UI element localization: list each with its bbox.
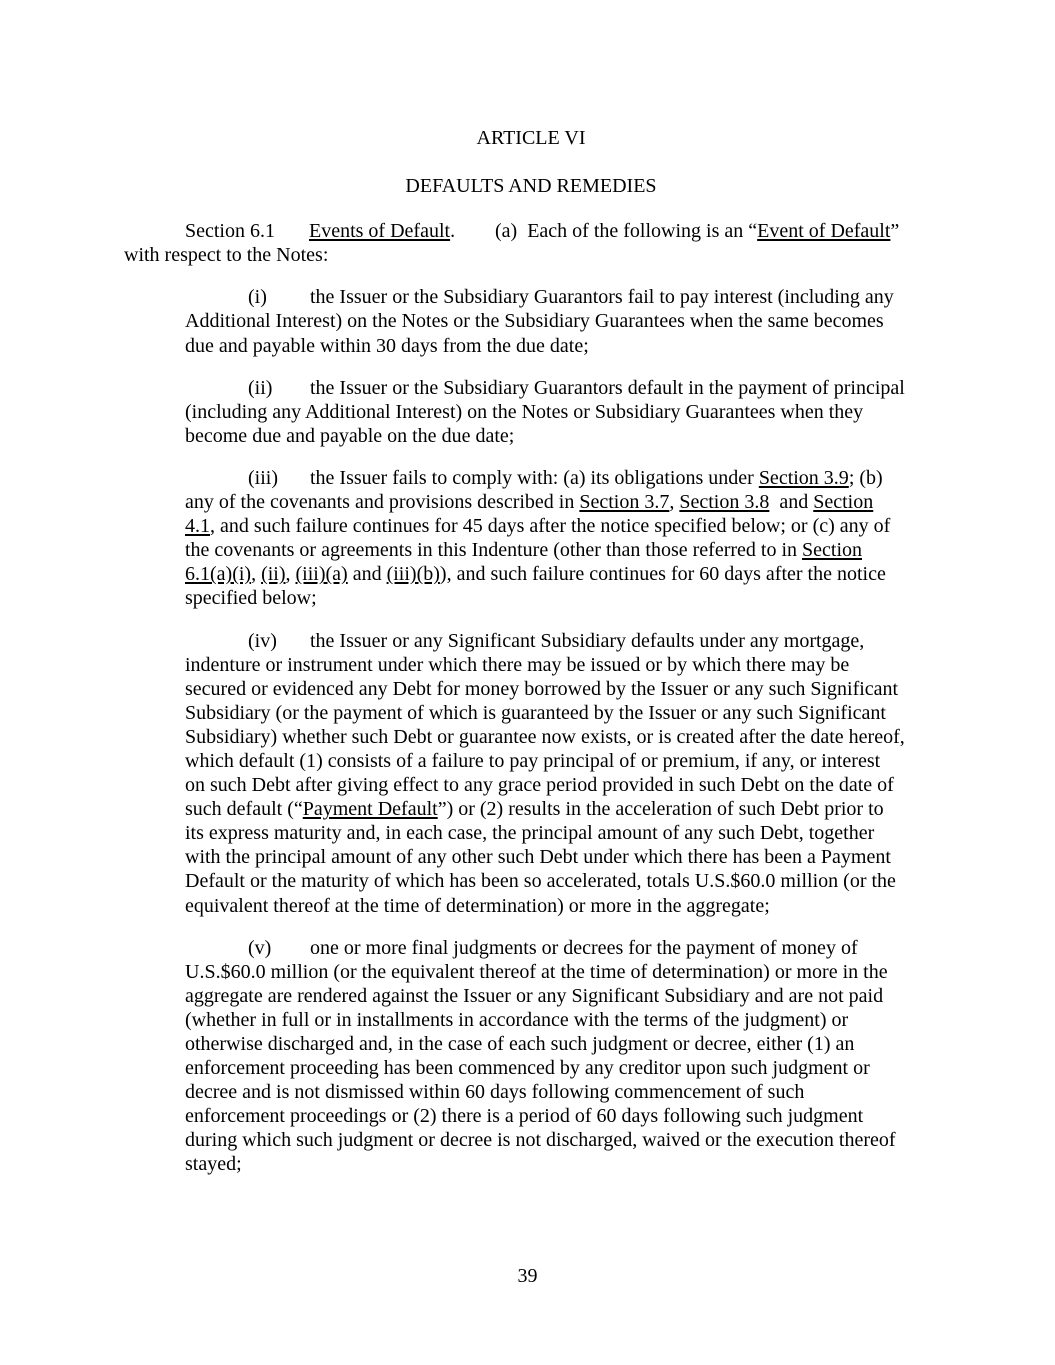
text-run: due and payable within 30 days from the due date;	[185, 334, 589, 357]
underlined-text-run: Payment Default	[302, 798, 438, 821]
text-line	[124, 797, 938, 821]
underlined-text-run: Event of Default	[757, 220, 891, 243]
text-line	[124, 821, 938, 845]
text-run: Additional Interest) on the Notes or the Subsidiary Guarantees when the same becomes	[185, 310, 884, 333]
text-run: enforcement proceeding has been commenced by any creditor upon such judgment or	[185, 1057, 870, 1080]
text-line	[124, 376, 938, 400]
text-line	[124, 677, 938, 701]
text-run: Default or the maturity of which has been so accelerated, totals U.S.$60.0 million (or the	[185, 870, 896, 893]
text-run: , and such failure continues for 45 days after the notice specified below; or (c) any of	[210, 515, 891, 538]
text-line	[124, 936, 938, 960]
event-of-default-item-iii	[124, 466, 938, 611]
underlined-text-run: Events of Default	[309, 220, 451, 243]
text-line	[124, 514, 938, 538]
text-run: decree and is not dismissed within 60 days following commencement of such	[185, 1081, 805, 1104]
underlined-text-run: (iii)(b)	[386, 563, 440, 586]
text-line	[124, 960, 938, 984]
text-run: with respect to the Notes:	[124, 244, 329, 267]
text-run: such default (“	[185, 798, 303, 821]
text-line	[124, 1056, 938, 1080]
text-run: secured or evidenced any Debt for money borrowed by the Issuer or any such Significant	[185, 677, 899, 700]
document-body	[124, 126, 938, 1177]
underlined-text-run: Section	[802, 539, 863, 562]
text-line	[124, 1080, 938, 1104]
text-line	[124, 725, 938, 749]
underlined-text-run: 6.1(a)(i)	[185, 563, 252, 586]
text-line	[124, 1032, 938, 1056]
text-line	[124, 894, 938, 918]
article-subheading: DEFAULTS AND REMEDIES	[405, 175, 657, 198]
text-run: aggregate are rendered against the Issuer or any Significant Subsidiary and are not paid	[185, 984, 884, 1007]
event-of-default-item-ii	[124, 376, 938, 448]
text-line	[124, 1152, 938, 1176]
text-run: otherwise discharged and, in the case of each such judgment or decree, either (1) an	[185, 1033, 855, 1055]
text-run: with the principal amount of any other such Debt under which there has been a Payment	[185, 846, 891, 869]
text-line	[124, 845, 938, 869]
event-of-default-item-i	[124, 285, 938, 357]
text-line	[124, 334, 938, 358]
text-run: enforcement proceedings or (2) there is a period of 60 days following such judgment	[185, 1105, 864, 1128]
page-number: 39	[517, 1265, 538, 1287]
text-line	[124, 243, 938, 267]
underlined-text-run: (ii)	[261, 563, 286, 586]
text-run: (iii) the Issuer fails to comply with: (a) its obligations under	[248, 466, 759, 489]
text-line	[124, 984, 938, 1008]
article-heading: ARTICLE VI	[476, 127, 586, 149]
paragraphs-container	[124, 219, 938, 1176]
text-line	[124, 424, 938, 448]
text-run: and	[769, 491, 814, 514]
underlined-text-run: (iii)(a)	[295, 563, 348, 586]
text-line	[124, 309, 938, 333]
text-line	[124, 773, 938, 797]
text-run: on such Debt after giving effect to any grace period provided in such Debt on the date of	[185, 774, 894, 797]
text-line	[124, 285, 938, 309]
text-line	[124, 562, 938, 586]
text-line	[124, 701, 938, 725]
text-run: Section 6.1	[185, 220, 309, 243]
text-run: ,	[669, 491, 680, 514]
text-run: during which such judgment or decree is not discharged, waived or the execution thereof	[185, 1129, 896, 1152]
text-run: ,	[285, 563, 296, 586]
text-run: (including any Additional Interest) on the Notes or Subsidiary Guarantees when they	[185, 400, 864, 423]
text-run: ), and such failure continues for 60 days after the notice	[439, 563, 886, 586]
text-run: equivalent thereof at the time of determination) or more in the aggregate;	[185, 894, 770, 917]
text-run: (i) the Issuer or the Subsidiary Guarantors fail to pay interest (including any	[248, 286, 894, 309]
text-line	[124, 653, 938, 677]
text-line	[124, 629, 938, 653]
text-line	[124, 219, 938, 243]
text-run: Subsidiary (or the payment of which is guaranteed by the Issuer or any such Significant	[185, 701, 886, 724]
text-run: Subsidiary) whether such Debt or guarantee now exists, or is created after the date hereof,	[185, 725, 905, 748]
text-run: (v) one or more final judgments or decrees for the payment of money of	[248, 936, 858, 959]
text-run: (iv) the Issuer or any Significant Subsidiary defaults under any mortgage,	[248, 629, 865, 652]
text-line	[124, 1128, 938, 1152]
text-run: ,	[251, 563, 262, 586]
text-line	[124, 586, 938, 610]
text-line	[124, 869, 938, 893]
text-run: its express maturity and, in each case, the principal amount of any such Debt, together	[185, 822, 875, 845]
event-of-default-item-v	[124, 936, 938, 1177]
underlined-text-run: Section	[813, 491, 874, 514]
underlined-text-run: Section 3.8	[679, 491, 770, 514]
text-run: become due and payable on the due date;	[185, 424, 515, 447]
text-line	[124, 1008, 938, 1032]
text-run: any of the covenants and provisions described in	[185, 491, 580, 514]
section-6-1-intro	[124, 219, 938, 267]
text-run: . (a) Each of the following is an “	[450, 220, 758, 243]
text-run: U.S.$60.0 million (or the equivalent thereof at the time of determination) or more in the	[185, 960, 888, 983]
text-line	[124, 538, 938, 562]
text-run: which default (1) consists of a failure to pay principal of or premium, if any, or interest	[185, 749, 881, 772]
text-line	[124, 749, 938, 773]
text-run: specified below;	[185, 587, 317, 610]
text-line	[124, 1104, 938, 1128]
text-run: and	[347, 563, 387, 586]
text-run: (ii) the Issuer or the Subsidiary Guarantors default in the payment of principal	[248, 376, 905, 399]
underlined-text-run: Section 3.7	[579, 491, 670, 514]
text-run: (whether in full or in installments in accordance with the terms of the judgment) or	[185, 1008, 849, 1031]
text-run: ”) or (2) results in the acceleration of such Debt prior to	[437, 798, 884, 821]
text-line	[124, 400, 938, 424]
text-run: ”	[890, 220, 900, 243]
text-line	[124, 490, 938, 514]
event-of-default-item-iv	[124, 629, 938, 918]
text-run: the covenants or agreements in this Indenture (other than those referred to in	[185, 539, 803, 562]
text-run: stayed;	[185, 1153, 242, 1176]
underlined-text-run: Section 3.9	[758, 466, 849, 489]
text-line	[124, 466, 938, 490]
text-run: ; (b)	[848, 466, 883, 489]
text-run: indenture or instrument under which there may be issued or by which there may be	[185, 653, 850, 676]
underlined-text-run: 4.1	[185, 515, 210, 538]
